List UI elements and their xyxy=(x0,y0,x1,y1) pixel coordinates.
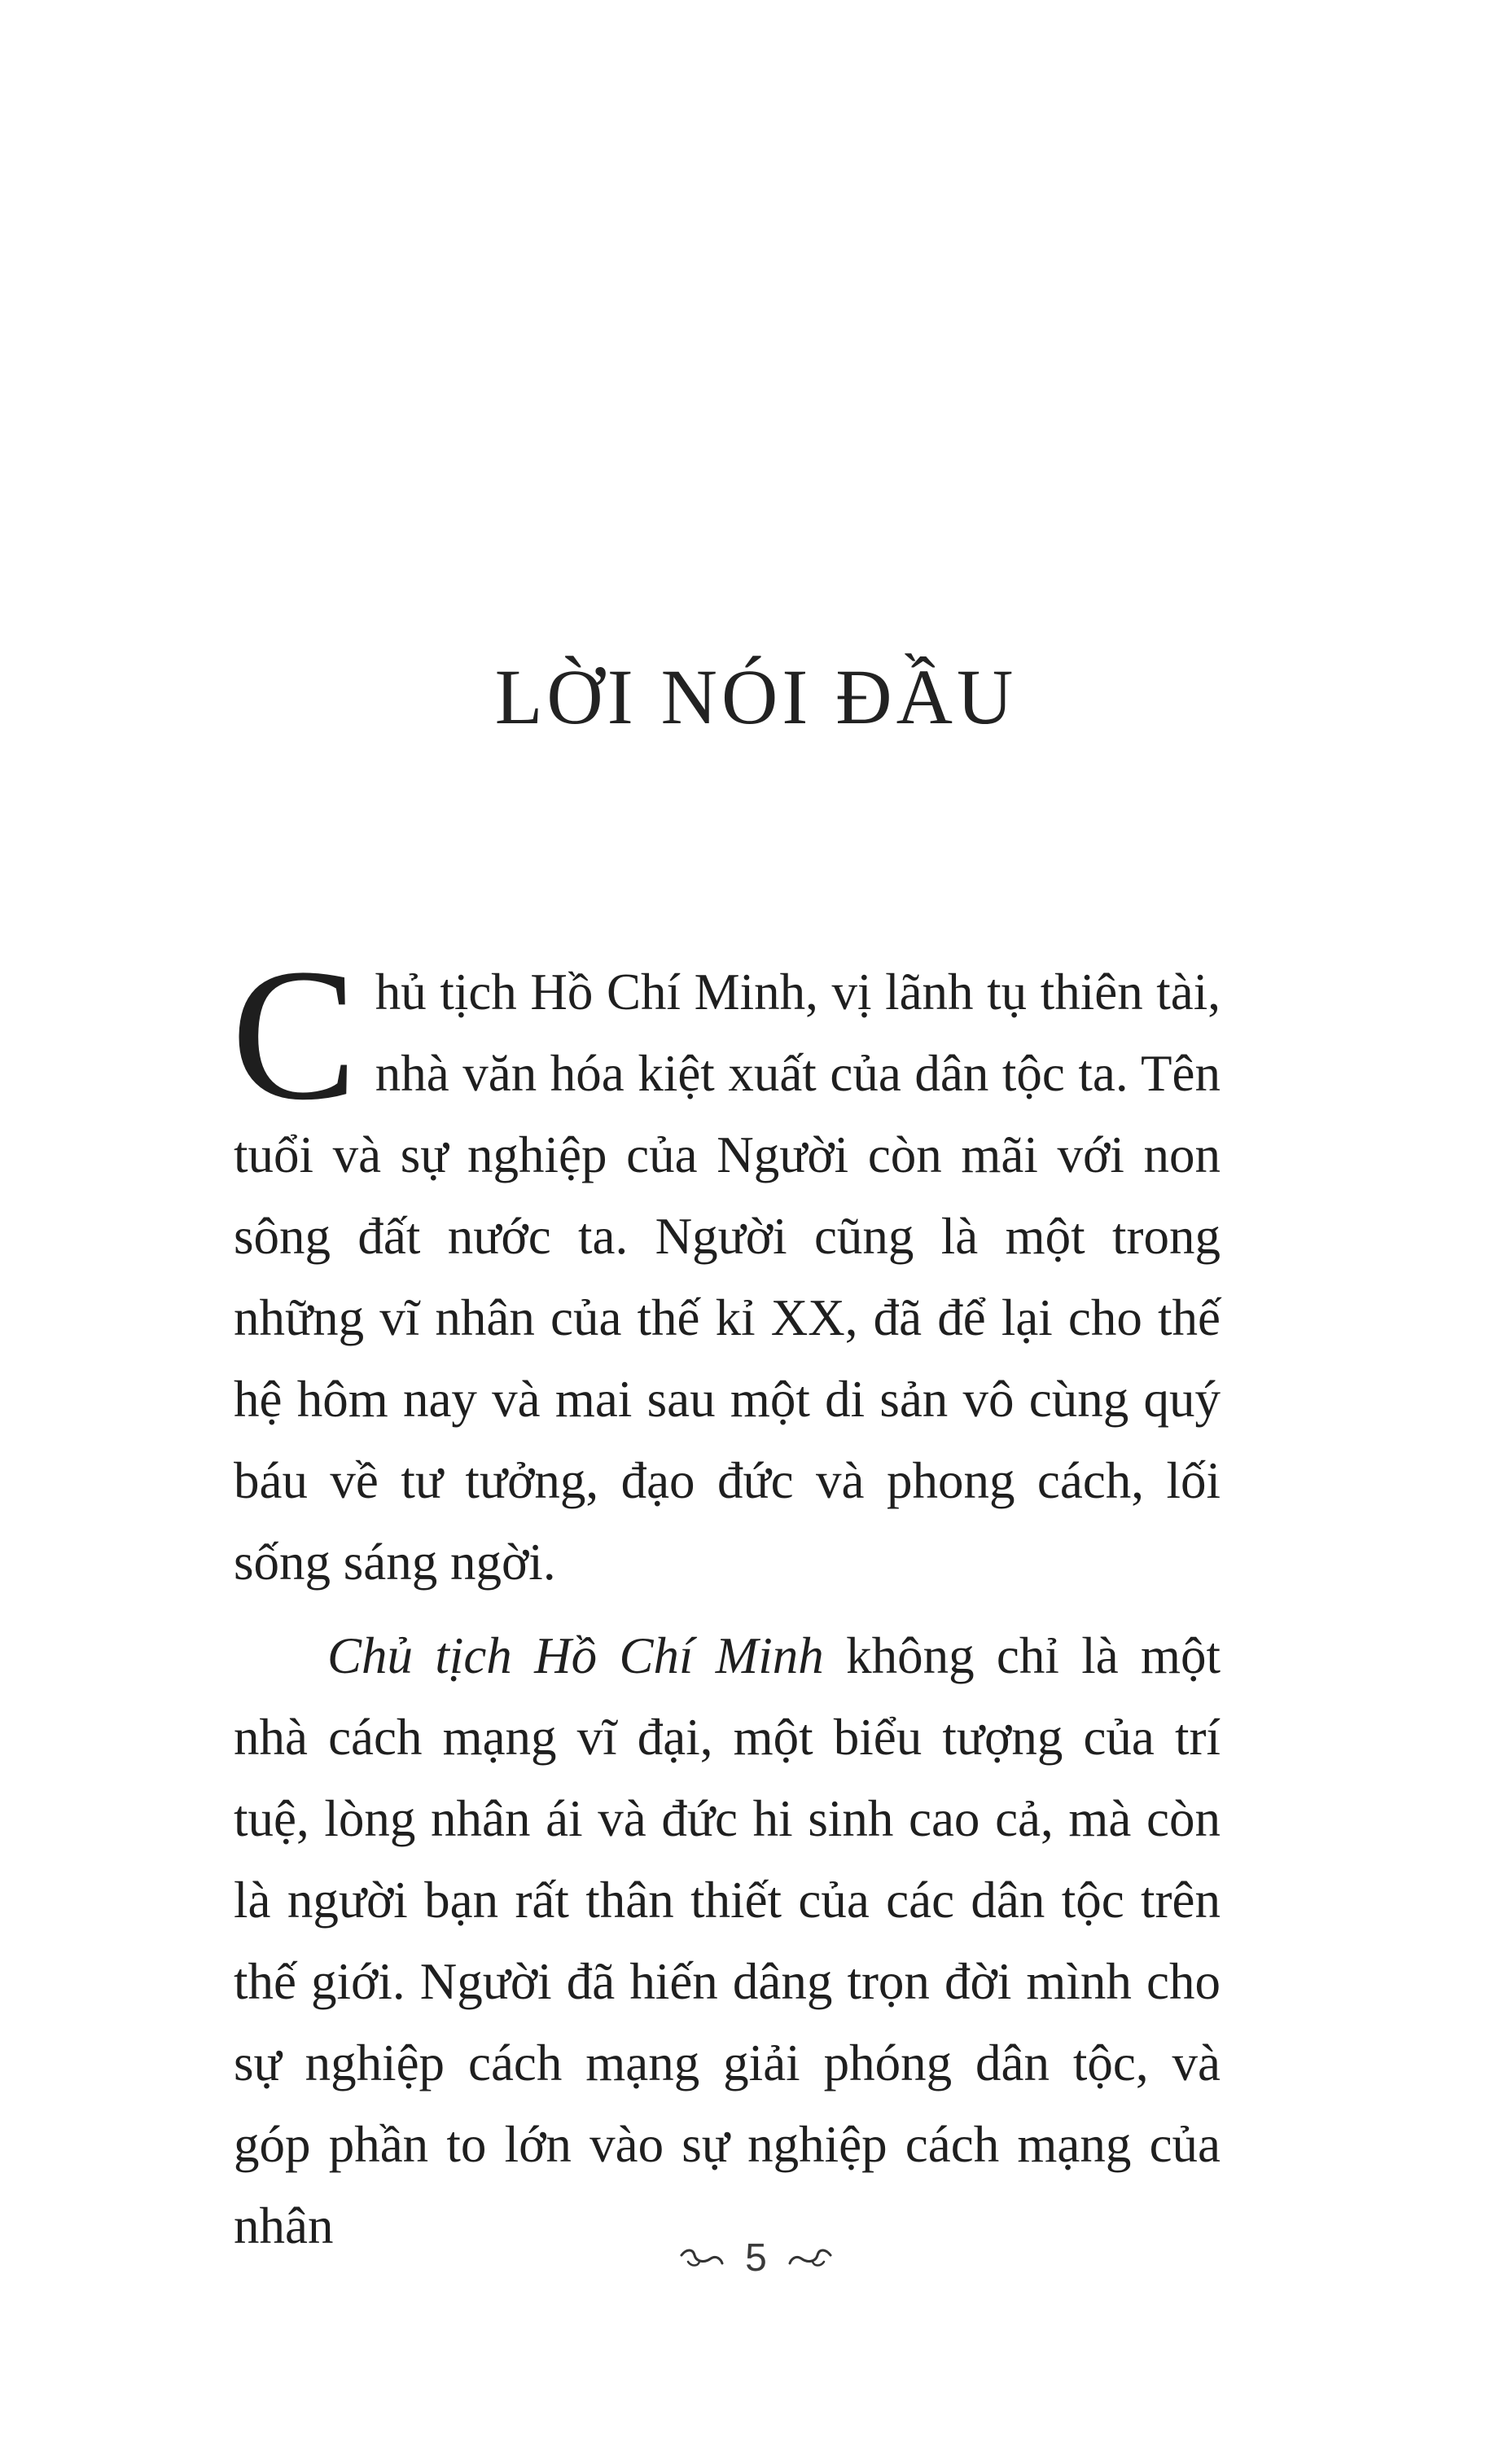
paragraph-1-text: hủ tịch Hồ Chí Minh, vị lãnh tụ thiên tài, nhà văn hóa kiệt xuất của dân tộc ta. Tên tuổi và sự nghiệp của Người còn mãi với non sông đất nước ta. Người cũng là một trong những vĩ nhân của thế kỉ XX, đã để lại cho thế hệ hôm nay và mai sau một di sản vô cùng quý báu về tư tưởng, đạo đức và phong cách, lối sống sáng ngời. xyxy=(234,963,1221,1591)
body-text xyxy=(231,930,1221,2267)
drop-cap: C xyxy=(231,930,357,1139)
page-number: 5 xyxy=(745,2236,767,2280)
page-footer xyxy=(0,2236,1512,2280)
right-flourish-icon xyxy=(788,2247,832,2270)
chapter-title: LỜI NÓI ĐẦU xyxy=(494,653,1018,740)
paragraph-2-text: không chỉ là một nhà cách mạng vĩ đại, một biểu tượng của trí tuệ, lòng nhân ái và đức hi sinh cao cả, mà còn là người bạn rất thân thiết của các dân tộc trên thế giới. Người đã hiến dâng trọn đời mình cho sự nghiệp cách mạng giải phóng dân tộc, và góp phần to lớn vào sự nghiệp cách mạng của nhân xyxy=(234,1627,1221,2254)
left-flourish-icon xyxy=(680,2247,724,2270)
italic-lead: Chủ tịch Hồ Chí Minh xyxy=(327,1627,824,1684)
paragraph-1 xyxy=(231,930,1221,1603)
paragraph-2 xyxy=(234,1615,1221,2267)
